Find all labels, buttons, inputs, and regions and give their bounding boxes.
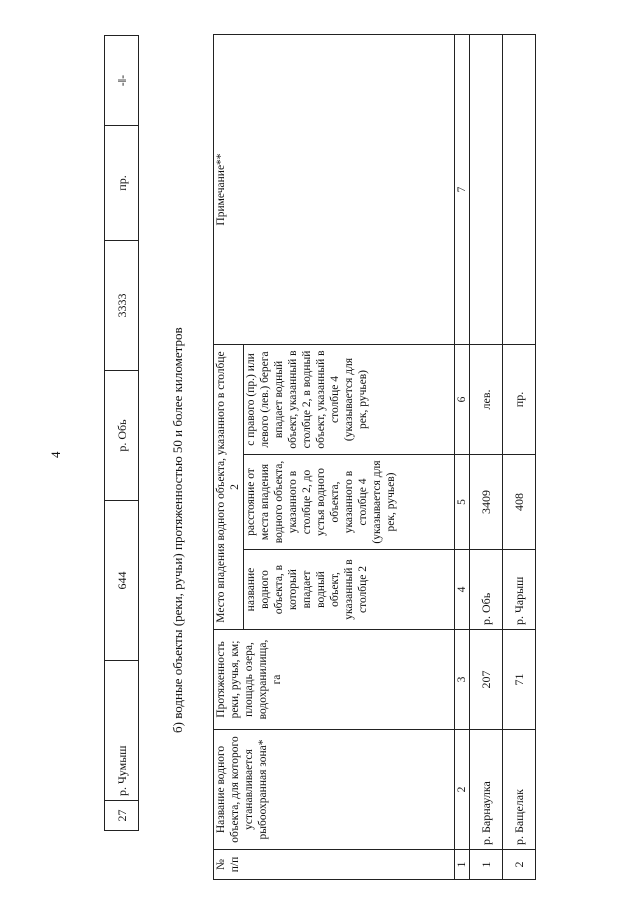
water-objects-table xyxy=(213,34,536,880)
previous-table-row xyxy=(104,35,139,831)
column-index: 3 xyxy=(455,630,470,730)
cell-num: 1 xyxy=(470,850,503,880)
cell-note: -‖- xyxy=(105,36,139,126)
cell-bank: лев. xyxy=(470,345,503,455)
cell-name: р. Бащелак xyxy=(503,730,536,850)
cell-mouth: р. Обь xyxy=(105,371,139,501)
header-note: Примечание** xyxy=(214,35,455,345)
cell-mouth: р. Обь xyxy=(470,550,503,630)
header-name: Название водного объекта, для которого устанавливается рыбоохранная зона* xyxy=(214,730,455,850)
cell-note xyxy=(503,35,536,345)
cell-mouth: р. Чарыш xyxy=(503,550,536,630)
header-mouth-name: название водного объекта, в который впадает водный объект, указанный в столбце 2 xyxy=(244,550,455,630)
cell-bank: пр. xyxy=(105,126,139,241)
table-row xyxy=(503,35,536,880)
cell-length: 207 xyxy=(470,630,503,730)
header-num: № п/п xyxy=(214,850,455,880)
header-length: Протяженность реки, ручья, км; площадь озера, водохранилища, га xyxy=(214,630,455,730)
header-row xyxy=(214,35,244,880)
header-mouth-distance: расстояние от места впадения водного объекта, указанного в столбце 2, до устья водного объекта, указанного в столбце 4 (указывается для рек, ручьев) xyxy=(244,455,455,550)
cell-distance: 3333 xyxy=(105,241,139,371)
cell-num: 27 xyxy=(105,801,139,831)
header-mouth-bank: с правого (пр.) или левого (лев.) берега впадает водный объект, указанный в столбце 2, в водный объект, указанный в столбце 4 (указывается для рек, ручьев) xyxy=(244,345,455,455)
column-index: 2 xyxy=(455,730,470,850)
column-index: 5 xyxy=(455,455,470,550)
cell-length: 71 xyxy=(503,630,536,730)
cell-bank: пр. xyxy=(503,345,536,455)
column-index: 1 xyxy=(455,850,470,880)
section-heading: б) водные объекты (реки, ручьи) протяженностью 50 и более километров xyxy=(170,327,185,733)
column-index: 6 xyxy=(455,345,470,455)
column-index: 4 xyxy=(455,550,470,630)
cell-num: 2 xyxy=(503,850,536,880)
cell-note xyxy=(470,35,503,345)
cell-distance: 408 xyxy=(503,455,536,550)
column-index-row xyxy=(455,35,470,880)
cell-distance: 3409 xyxy=(470,455,503,550)
cell-name: р. Чумыш xyxy=(105,661,139,801)
cell-name: р. Барнаулка xyxy=(470,730,503,850)
header-mouth-group: Место впадения водного объекта, указанного в столбце 2 xyxy=(214,345,244,630)
cell-length: 644 xyxy=(105,501,139,661)
table-row xyxy=(470,35,503,880)
column-index: 7 xyxy=(455,35,470,345)
page-number: 4 xyxy=(48,451,63,458)
table-row xyxy=(105,36,139,831)
